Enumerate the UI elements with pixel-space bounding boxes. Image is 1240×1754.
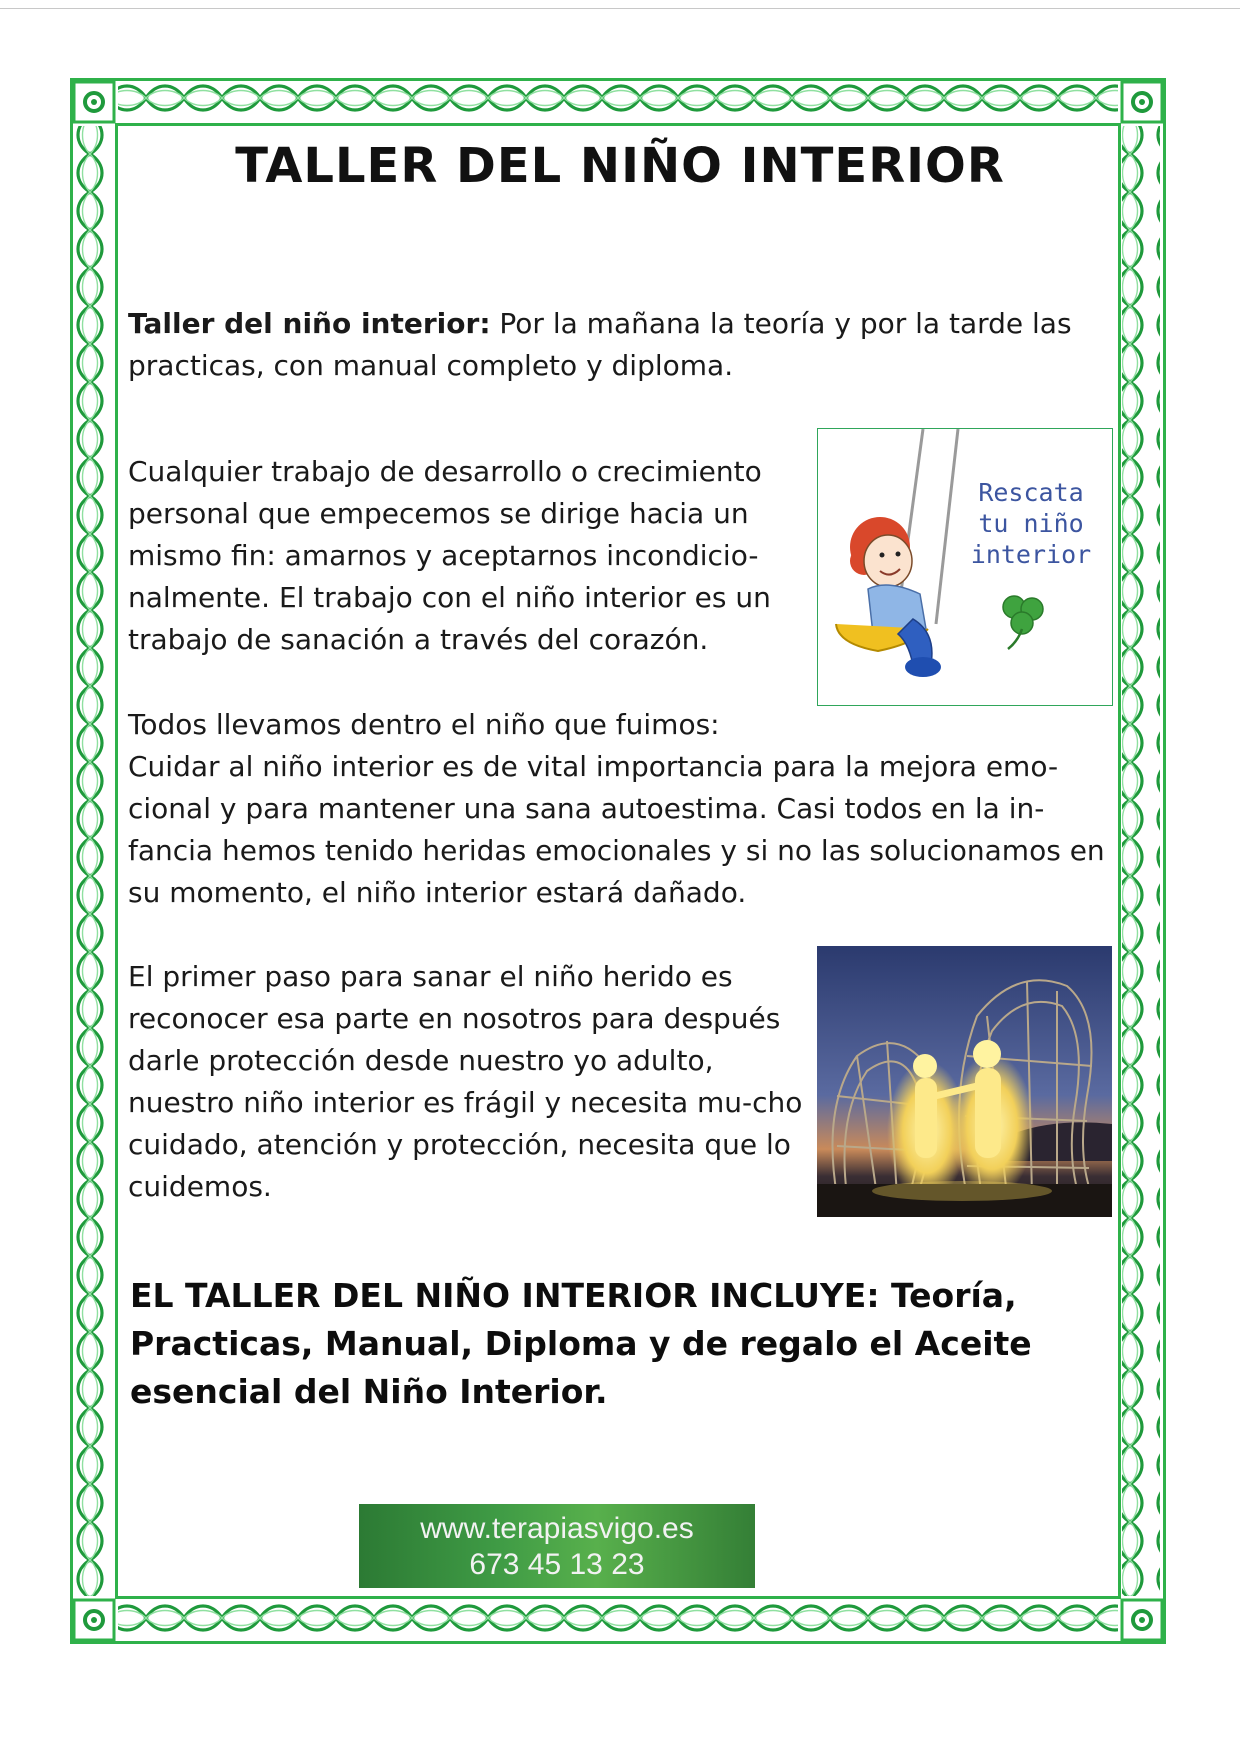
paragraph-first-step: El primer paso para sanar el niño herido es reconocer esa parte en nosotros para después darle protección desde nuestro yo adulto, nuestro niño interior es frágil y necesita mu-cho cuidado, atención y protección, necesita que lo cuidemos. bbox=[128, 960, 803, 1203]
intro-paragraph bbox=[128, 303, 1088, 387]
intro-lead: Taller del niño interior: bbox=[128, 307, 491, 340]
website-url[interactable]: www.terapiasvigo.es bbox=[420, 1512, 694, 1545]
sculpture-image bbox=[817, 946, 1112, 1217]
paragraph-development: Cualquier trabajo de desarrollo o crecimiento personal que empecemos se dirige hacia un mismo fin: amarnos y aceptarnos incondicio-nalmente. El trabajo con el niño interior es un trabajo de sanación a través del corazón. bbox=[128, 455, 771, 656]
workshop-includes: EL TALLER DEL NIÑO INTERIOR INCLUYE: Teoría, Practicas, Manual, Diploma y de regalo el Aceite esencial del Niño Interior. bbox=[130, 1276, 1032, 1411]
wire-sculpture-photo bbox=[817, 946, 1112, 1217]
swing-caption-line: interior bbox=[970, 540, 1092, 569]
paragraph-inner-child-line1: Todos llevamos dentro el niño que fuimos: bbox=[128, 708, 720, 741]
clover-icon bbox=[996, 591, 1050, 651]
swing-image bbox=[817, 428, 1113, 706]
phone-number: 673 45 13 23 bbox=[469, 1548, 645, 1581]
paragraph-inner-child bbox=[128, 704, 1108, 914]
paragraph-inner-child-rest: Cuidar al niño interior es de vital importancia para la mejora emo-cional y para mantener una sana autoestima. Casi todos en la in-fancia hemos tenido heridas emocionales y si no las solucionamos en su momento, el niño interior estará dañado. bbox=[128, 750, 1105, 909]
swing-caption bbox=[956, 477, 1106, 570]
contact-banner bbox=[359, 1504, 755, 1588]
swing-caption-line: Rescata bbox=[978, 478, 1084, 507]
page-title: TALLER DEL NIÑO INTERIOR bbox=[235, 138, 1005, 194]
swing-caption-line: tu niño bbox=[978, 509, 1084, 538]
intro-text: Por la mañana la teoría y por la tarde las practicas, con manual completo y diploma. bbox=[128, 307, 1072, 382]
